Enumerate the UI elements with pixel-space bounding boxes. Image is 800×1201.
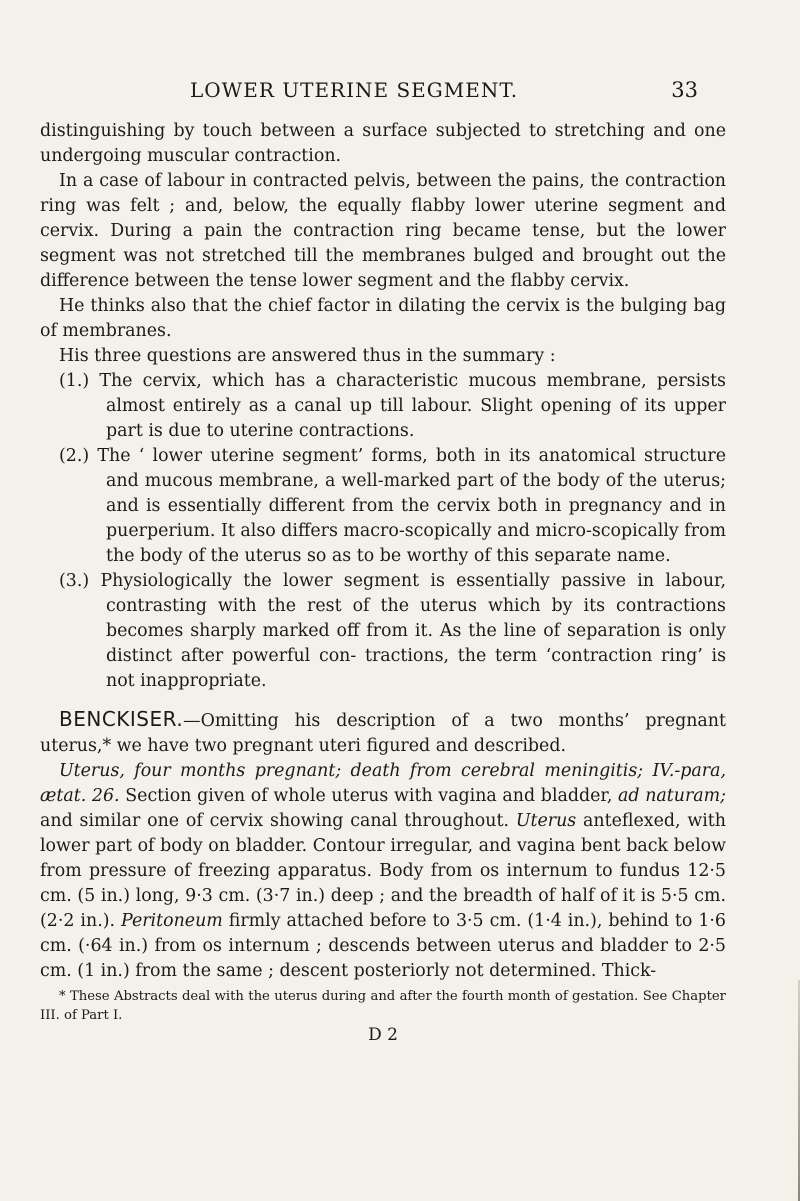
footnote: * These Abstracts deal with the uterus during and after the fourth month of gestation. See Chapter III. of Part I. xyxy=(40,989,726,1023)
case-text-c: anteflexed, with lower part of body on bladder. Contour irregular, and vagina bent back below from pressure of freezing apparatus. Body from os internum to fundus 12·5 cm. (5 in.) long, 9·3 cm. (3·7 in.) deep ; and the breadth of half of it is 5·5 cm. (2·2 in.). xyxy=(40,811,726,931)
case-text-d: firmly attached before to 3·5 cm. (1·4 in.), behind to 1·6 cm. (·64 in.) from os internum ; descends between uterus and bladder to 2·5 cm. (1 in.) from the same ; descent posteriorly not determined. Thick- xyxy=(40,911,726,981)
paragraph-continuation: distinguishing by touch between a surface subjected to stretching and one undergoing muscular contraction. xyxy=(40,121,726,166)
section-author-name: BENCKISER. xyxy=(59,707,184,731)
paragraph-contraction-ring: In a case of labour in contracted pelvis, between the pains, the contraction ring was felt ; and, below, the equally flabby lower uterine segment and cervix. During a pain the contraction ring became tense, but the lower segment was not stretched till the membranes bulged and brought out the difference between the tense lower segment and the flabby cervix. xyxy=(40,171,726,291)
case-italic-b: Uterus xyxy=(515,811,577,831)
benckiser-paragraph xyxy=(40,707,726,759)
summary-item-2: (2.) The ‘ lower uterine segment’ forms, both in its anatomical structure and mucous membrane, a well-marked part of the body of the uterus; and is essentially different from the cervix both in pregnancy and in puerperium. It also differs macro-scopically and micro-scopically from the body of the uterus so as to be worthy of this separate name. xyxy=(59,446,726,566)
running-header xyxy=(0,78,800,106)
case-italic-c: Peritoneum xyxy=(121,911,223,931)
signature-mark: D 2 xyxy=(368,1025,398,1045)
case-text-a: Section given of whole uterus with vagina and bladder, xyxy=(119,786,619,806)
summary-item-1: (1.) The cervix, which has a characteristic mucous membrane, persists almost entirely as a canal up till labour. Slight opening of its upper part is due to uterine contractions. xyxy=(59,371,726,441)
summary-item-3: (3.) Physiologically the lower segment is essentially passive in labour, contrasting with the rest of the uterus which by its contractions becomes sharply marked off from it. As the line of separation is only distinct after powerful con- tractions, the term ‘contraction ring’ is not inappropriate. xyxy=(59,571,726,691)
paragraph-summary-intro: His three questions are answered thus in the summary : xyxy=(59,346,556,366)
uterus-case-paragraph xyxy=(40,759,726,984)
page-number: 33 xyxy=(671,78,698,102)
case-text-b: and similar one of cervix showing canal throughout. xyxy=(40,811,516,831)
case-italic-a: ad naturam; xyxy=(618,786,726,806)
page-body xyxy=(40,119,726,1045)
paragraph-chief-factor: He thinks also that the chief factor in dilating the cervix is the bulging bag of membranes. xyxy=(40,296,726,341)
case-heading: Uterus, four months pregnant; death from cerebral meningitis; IV.-para, ætat. 26. xyxy=(40,761,726,806)
benckiser-text: —Omitting his description of a two months’ pregnant uterus,* we have two pregnant uteri figured and described. xyxy=(40,711,726,756)
running-title: LOWER UTERINE SEGMENT. xyxy=(190,78,519,102)
